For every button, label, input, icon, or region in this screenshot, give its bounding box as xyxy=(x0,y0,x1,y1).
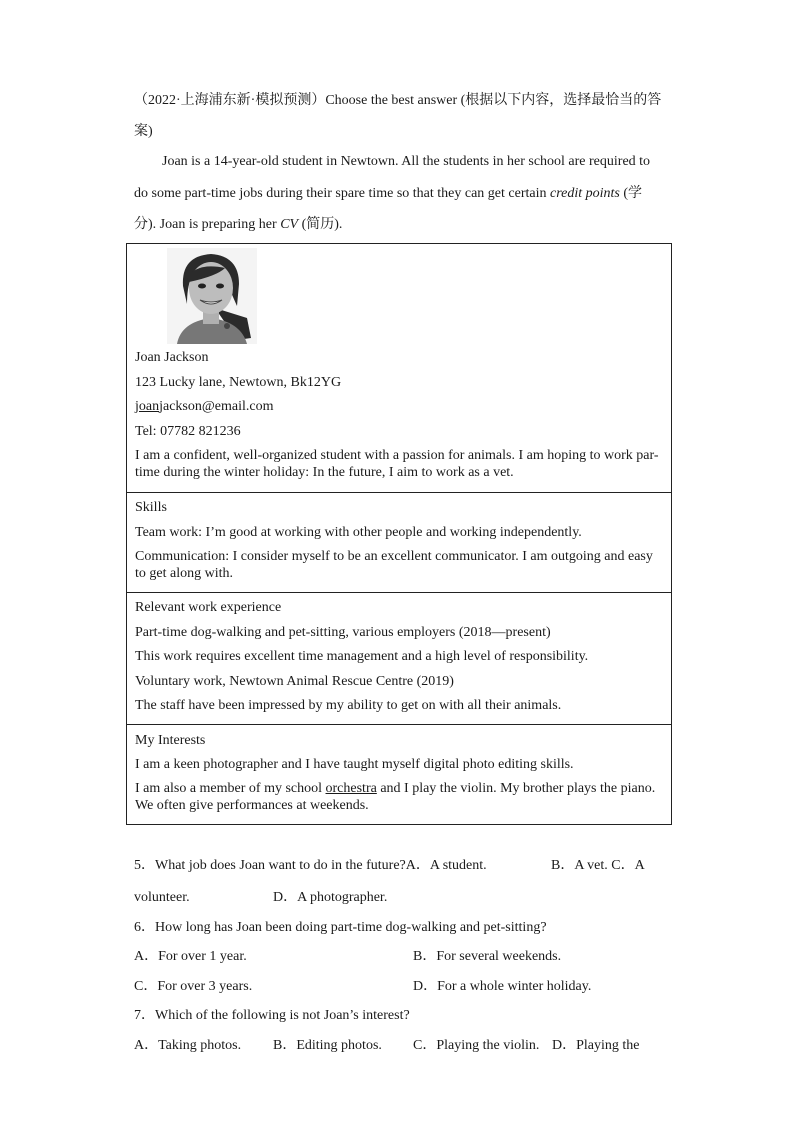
question-6-option-d: D．For a whole winter holiday. xyxy=(413,979,592,994)
cv-tel: Tel: 07782 821236 xyxy=(135,424,241,439)
experience-job2-desc: The staff have been impressed by my ability to get on with all their animals. xyxy=(135,698,562,713)
question-5-option-c: volunteer. xyxy=(134,890,190,905)
experience-job2: Voluntary work, Newtown Animal Rescue Centre (2019) xyxy=(135,674,454,689)
orchestra-word: orchestra xyxy=(325,781,377,796)
source-line: （2022·上海浦东新·模拟预测）Choose the best answer (根据以下内容，选择最恰当的答 xyxy=(134,93,662,108)
question-5-option-d: D．A photographer. xyxy=(273,890,388,905)
question-7-option-a: A．Taking photos. xyxy=(134,1038,242,1053)
cv-experience-section xyxy=(127,592,671,724)
question-6: 6．How long has Joan been doing part-time dog-walking and pet-sitting? xyxy=(134,920,547,935)
interests-title: My Interests xyxy=(135,733,206,748)
skills-team: Team work: I’m good at working with other people and working independently. xyxy=(135,525,582,540)
cv-skills-section xyxy=(127,492,671,592)
intro-text: (学 xyxy=(619,186,643,201)
cv-profile-line1: I am a confident, well-organized student with a passion for animals. I am hoping to work par- xyxy=(135,448,659,463)
question-7-option-b: B．Editing photos. xyxy=(273,1038,382,1053)
cv-box xyxy=(126,243,672,825)
email-domain: jackson@email.com xyxy=(159,399,274,414)
intro-text: (简历). xyxy=(298,217,343,232)
question-7: 7．Which of the following is not Joan’s interest? xyxy=(134,1008,410,1023)
intro-text: do some part-time jobs during their spare time so that they can get certain xyxy=(134,186,550,201)
question-5: 5．What job does Joan want to do in the future?A．A student. xyxy=(134,858,487,873)
cv-profile-line2: time during the winter holiday: In the future, I aim to work as a vet. xyxy=(135,465,514,480)
cv-email xyxy=(135,398,663,415)
interests-music-line1 xyxy=(135,780,663,797)
question-6-option-b: B．For several weekends. xyxy=(413,949,562,964)
email-user: joan xyxy=(135,399,160,414)
intro-paragraph: Joan is a 14-year-old student in Newtown. All the students in her school are required to xyxy=(162,154,651,169)
avatar xyxy=(167,248,257,344)
skills-comm-line2: to get along with. xyxy=(135,566,233,581)
skills-comm-line1: Communication: I consider myself to be an excellent communicator. I am outgoing and easy xyxy=(135,549,653,564)
interests-text: and I play the violin. My brother plays the piano. xyxy=(376,781,656,796)
question-6-option-c: C．For over 3 years. xyxy=(134,979,253,994)
cv-interests-section xyxy=(127,724,671,824)
intro-paragraph-end xyxy=(134,215,674,235)
source-line-cont: 案) xyxy=(134,124,153,139)
cv-term: CV xyxy=(280,217,299,232)
intro-text: 分). Joan is preparing her xyxy=(134,217,281,232)
experience-job1-desc: This work requires excellent time management and a high level of responsibility. xyxy=(135,649,589,664)
credit-points-term: credit points xyxy=(550,186,620,201)
cv-header-section xyxy=(127,244,671,492)
experience-job1: Part-time dog-walking and pet-sitting, various employers (2018—present) xyxy=(135,625,551,640)
skills-title: Skills xyxy=(135,500,167,515)
cv-name: Joan Jackson xyxy=(135,350,209,365)
intro-paragraph-cont xyxy=(134,184,674,204)
interests-photo: I am a keen photographer and I have taught myself digital photo editing skills. xyxy=(135,757,574,772)
question-7-option-d: D．Playing the xyxy=(552,1038,640,1053)
question-7-option-c: C．Playing the violin. xyxy=(413,1038,540,1053)
experience-title: Relevant work experience xyxy=(135,600,282,615)
interests-text: I am also a member of my school xyxy=(135,781,326,796)
interests-music-line2: We often give performances at weekends. xyxy=(135,798,369,813)
cv-address: 123 Lucky lane, Newtown, Bk12YG xyxy=(135,375,342,390)
question-5-options: B．A vet. C．A xyxy=(551,858,645,873)
question-6-option-a: A．For over 1 year. xyxy=(134,949,247,964)
